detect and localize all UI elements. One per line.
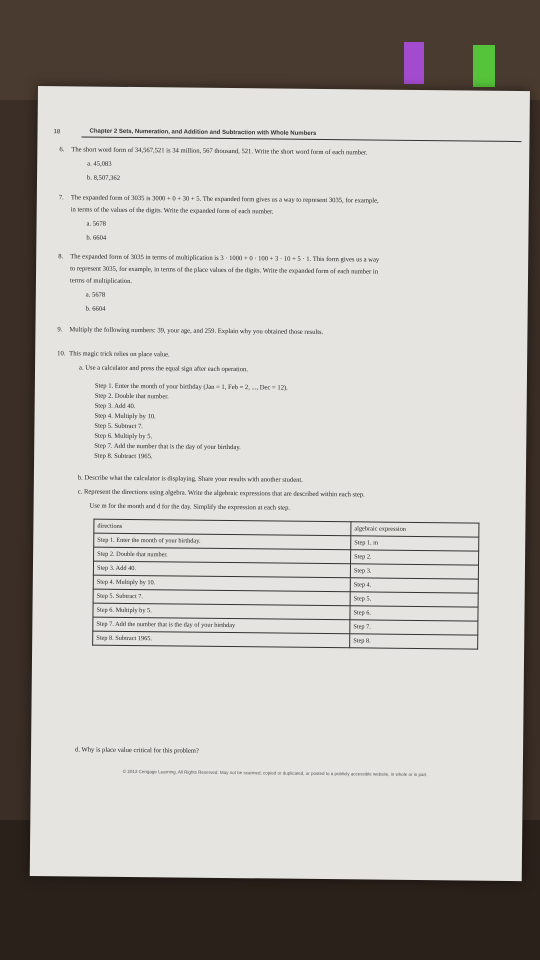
- q10-b: b. Describe what the calculator is displaying. Share your results with another student.: [77, 474, 303, 484]
- step-line: Step 2. Double that number.: [94, 392, 169, 401]
- table-header-cell: algebraic expression: [351, 522, 479, 537]
- q10-c-line2: Use m for the month and d for the day. Simplify the expression at each step.: [89, 502, 291, 512]
- chapter-header: Chapter 2 Sets, Numeration, and Addition and Subtraction with Whole Numbers: [89, 128, 317, 137]
- step-line: Step 7. Add the number that is the day of your birthday.: [94, 442, 241, 452]
- step-line: Step 1. Enter the month of your birthday (Jan = 1, Feb = 2, ..., Dec = 12).: [94, 382, 288, 392]
- q6-text: The short word form of 34,567,521 is 34 million, 567 thousand, 521. Write the short word form of each number.: [71, 146, 368, 157]
- table-cell: Step 4.: [350, 578, 478, 593]
- step-line: Step 5. Subtract 7.: [94, 422, 144, 431]
- q7-line1: The expanded form of 3035 is 3000 + 0 + 30 + 5. The expanded form gives us a way to represent 3035, for example,: [70, 194, 379, 205]
- table-cell: Step 8. Subtract 1965.: [93, 631, 350, 648]
- q9-text: Multiply the following numbers: 39, your age, and 259. Explain why you obtained those results.: [69, 326, 324, 337]
- purple-sticky-tab: [404, 42, 424, 84]
- q8-line1: The expanded form of 3035 in terms of multiplication is 3 · 1000 + 0 · 100 + 3 · 10 + 5 · 1. This form gives us a way: [70, 253, 380, 264]
- table-row: [93, 631, 478, 649]
- table-header-cell: directions: [94, 519, 351, 536]
- q10-d: d. Why is place value critical for this problem?: [75, 746, 199, 755]
- q7-line2: in terms of the values of the digits. Write the expanded form of each number.: [70, 206, 274, 216]
- step-line: Step 6. Multiply by 5.: [94, 432, 153, 441]
- q10-c: c. Represent the directions using algebra. Write the algebraic expressions that are described within each step.: [77, 488, 365, 499]
- table-cell: Step 1. m: [351, 536, 479, 551]
- table-cell: Step 2. Double that number.: [94, 547, 351, 564]
- q10-number: 10.: [57, 350, 66, 358]
- q6-a: a. 45,083: [87, 160, 112, 168]
- table-cell: Step 6. Multiply by 5.: [93, 603, 350, 620]
- q6-number: 6.: [59, 146, 65, 154]
- table-cell: Step 5. Subtract 7.: [93, 589, 350, 606]
- worksheet-page: [30, 86, 530, 881]
- table-cell: Step 7. Add the number that is the day of your birthday: [93, 617, 350, 634]
- table-cell: Step 8.: [350, 634, 478, 649]
- q10-intro: This magic trick relies on place value.: [69, 350, 170, 359]
- q8-number: 8.: [58, 253, 64, 261]
- table-cell: Step 4. Multiply by 10.: [93, 575, 350, 592]
- q6-b: b. 8,507,362: [87, 174, 121, 182]
- q7-b: b. 6604: [86, 234, 107, 242]
- header-rule: [81, 136, 521, 142]
- q7-a: a. 5678: [86, 220, 107, 228]
- table-cell: Step 5.: [350, 592, 478, 607]
- directions-table: [92, 519, 479, 650]
- green-sticky-tab: [473, 45, 495, 87]
- q7-number: 7.: [58, 194, 64, 202]
- q9-number: 9.: [57, 326, 63, 334]
- q10-a: a. Use a calculator and press the equal sign after each operation.: [79, 364, 249, 374]
- step-line: Step 3. Add 40.: [94, 402, 136, 411]
- q8-a: a. 5678: [85, 291, 106, 299]
- table-cell: Step 1. Enter the month of your birthday.: [94, 533, 351, 550]
- step-line: Step 4. Multiply by 10.: [94, 412, 156, 421]
- step-line: Step 8. Subtract 1965.: [94, 452, 153, 461]
- copyright-footer: © 2013 Cengage Learning. All Rights Reserved. May not be scanned, copied or duplicated, or posted to a publicly accessible website, in whole or in part.: [122, 768, 428, 778]
- q8-line2: to represent 3035, for example, in terms of the place values of the digits. Write the expanded form of each number in: [70, 265, 379, 276]
- background-wall: [0, 0, 540, 100]
- table-cell: Step 2.: [351, 550, 479, 565]
- table-cell: Step 3.: [350, 564, 478, 579]
- page-number: 18: [53, 129, 61, 136]
- table-cell: Step 7.: [350, 620, 478, 635]
- table-cell: Step 3. Add 40.: [93, 561, 350, 578]
- q8-b: b. 6604: [85, 305, 106, 313]
- table-cell: Step 6.: [350, 606, 478, 621]
- q8-line3: terms of multiplication.: [69, 277, 133, 285]
